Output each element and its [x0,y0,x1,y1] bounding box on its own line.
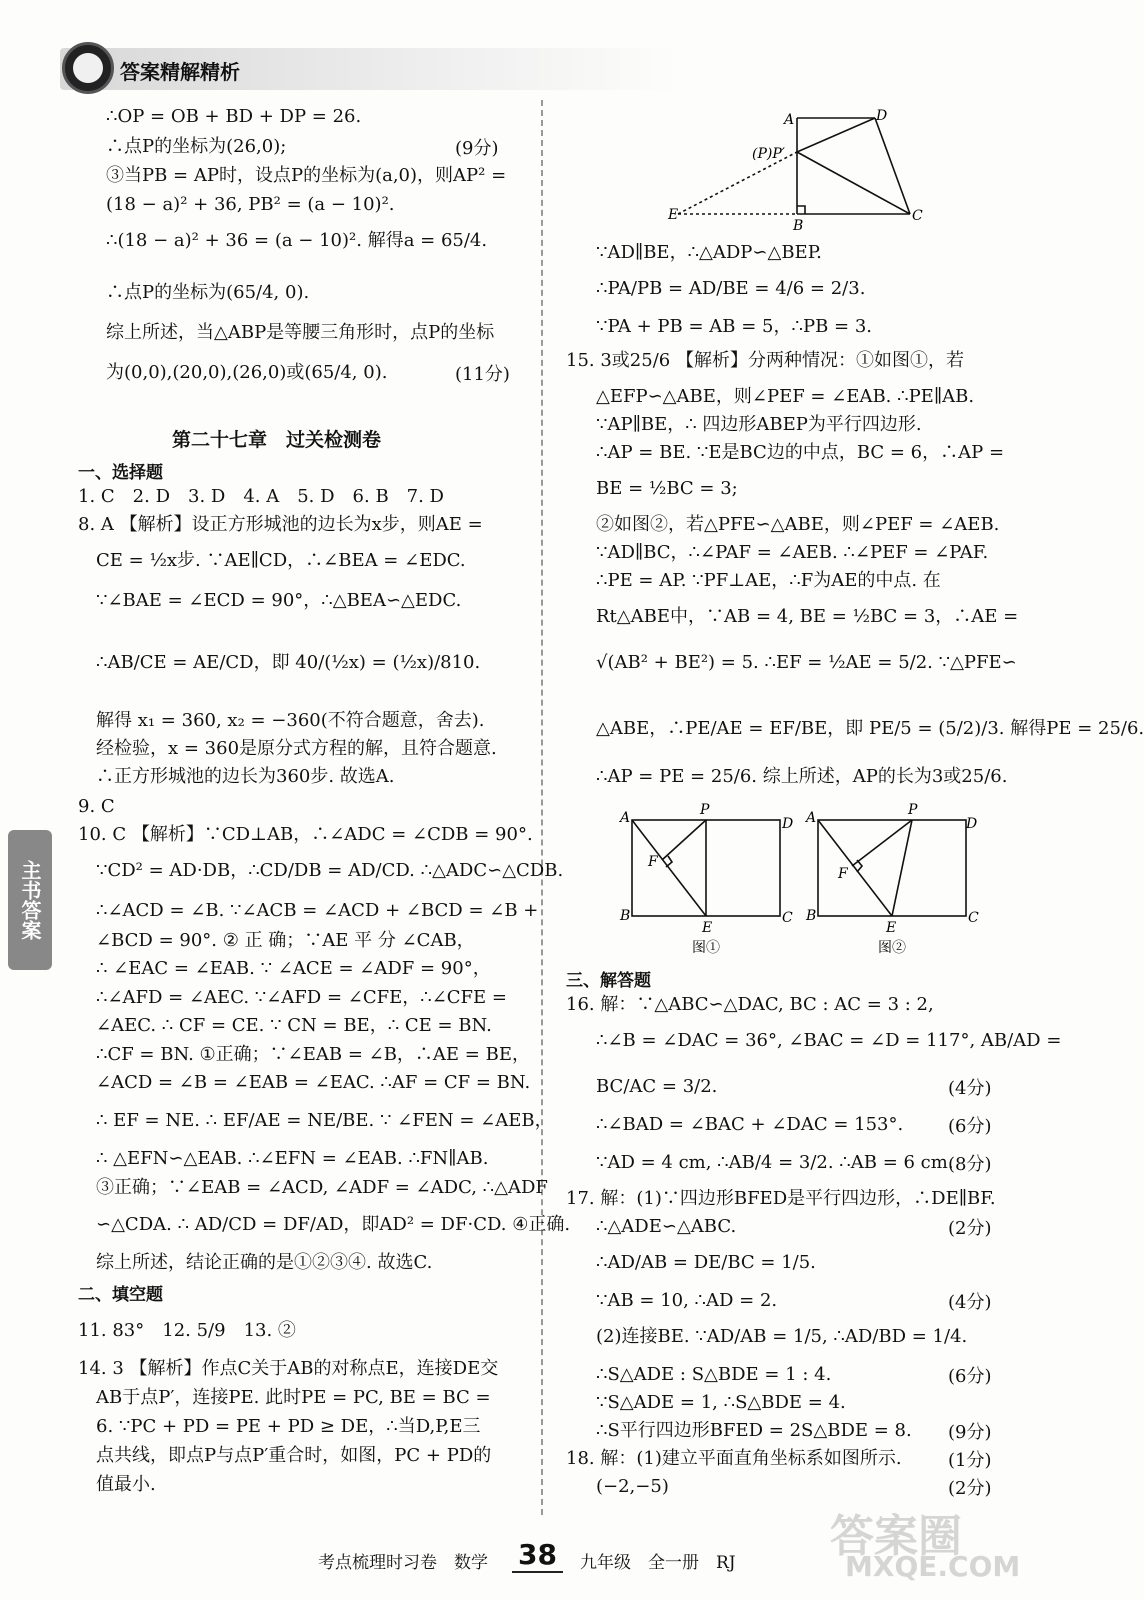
text-line: ∴∠ACD = ∠B. ∵∠ACB = ∠ACD + ∠BCD = ∠B + [96,900,539,921]
text-line: 综上所述，当△ABP是等腰三角形时，点P的坐标 [106,322,495,343]
score: (2分) [948,1478,992,1499]
text-line: (18 − a)² + 36, PB² = (a − 10)². [106,194,395,215]
text-line: ∴(18 − a)² + 36 = (a − 10)². 解得a = 65/4. [106,230,488,251]
svg-text:D: D [966,816,978,832]
text-line: 10. C 【解析】∵CD⊥AB，∴∠ADC = ∠CDB = 90°. [78,824,533,845]
text-line: 15. 3或25/6 【解析】分两种情况：①如图①，若 [566,350,964,371]
text-line: 值最小. [96,1474,156,1495]
text-line: 综上所述，结论正确的是①②③④. 故选C. [96,1252,433,1273]
svg-text:F: F [648,854,658,870]
fig2-caption: 图② [878,940,906,956]
text-line: 11. 83° 12. 5/9 13. ② [78,1320,296,1341]
text-line: ∵AD = 4 cm, ∴AB/4 = 3/2. ∴AB = 6 cm. [596,1152,954,1173]
text-line: ∴∠B = ∠DAC = 36°, ∠BAC = ∠D = 117°, AB/AD = [596,1030,1062,1051]
score: (8分) [948,1154,992,1175]
label-a: A [784,112,795,128]
label-d: D [876,108,888,124]
section-heading: 二、填空题 [78,1285,163,1305]
svg-text:B: B [620,908,631,924]
text-line: ∴PA/PB = AD/BE = 4/6 = 2/3. [596,278,866,299]
text-line: 14. 3 【解析】作点C关于AB的对称点E，连接DE交 [78,1358,499,1379]
label-e: E [668,207,679,223]
page-number: 38 [512,1538,563,1573]
svg-text:C: C [968,910,979,926]
text-line: ∵AP∥BE，∴ 四边形ABEP为平行四边形. [596,414,922,435]
text-line: ∴ △EFN∽△EAB. ∴∠EFN = ∠EAB. ∴FN∥AB. [96,1148,489,1169]
figure-q14 [660,106,940,234]
text-line: ∠BCD = 90°. ② 正 确；∵AE 平 分 ∠CAB， [96,930,475,951]
score: (1分) [948,1450,992,1471]
svg-text:A: A [806,810,817,826]
text-line: ∴点P的坐标为(65/4, 0). [106,282,310,303]
text-line: ∴△ADE∽△ABC. [596,1216,737,1237]
text-line: ∴S△ADE : S△BDE = 1 : 4. [596,1364,832,1385]
text-line: ∵PA + PB = AB = 5，∴PB = 3. [596,316,872,337]
side-tab: 主书答案 [8,830,52,970]
text-line: 18. 解：(1)建立平面直角坐标系如图所示. [566,1448,902,1469]
text-line: (−2,−5) [596,1476,669,1497]
text-line: √(AB² + BE²) = 5. ∴EF = ½AE = 5/2. ∵△PFE∽ [596,652,1017,673]
text-line: ∴AD/AB = DE/BC = 1/5. [596,1252,816,1273]
text-line: CE = ½x步. ∵AE∥CD，∴∠BEA = ∠EDC. [96,550,466,571]
chapter-title: 第二十七章 过关检测卷 [172,429,382,451]
text-line: ∴ EF = NE. ∴ EF/AE = NE/BE. ∵ ∠FEN = ∠AEB， [96,1110,553,1131]
text-line: ∴正方形城池的边长为360步. 故选A. [96,766,395,787]
figure-1 [612,802,792,960]
text-line: Rt△ABE中，∵AB = 4, BE = ½BC = 3，∴AE = [596,606,1019,627]
score: (6分) [948,1366,992,1387]
column-divider [541,100,543,1515]
publisher-logo [62,42,114,94]
text-line: ∴AB/CE = AE/CD，即 40/(½x) = (½x)/810. [96,652,481,673]
header-title: 答案精解精析 [120,60,240,84]
score: (6分) [948,1116,992,1137]
score: (2分) [948,1218,992,1239]
text-line: ∴CF = BN. ①正确；∵∠EAB = ∠B，∴AE = BE， [96,1044,530,1065]
label-b: B [793,218,804,234]
text-line: ∴点P的坐标为(26,0); [106,136,287,157]
text-line: △ABE，∴PE/AE = EF/BE，即 PE/5 = (5/2)/3. 解得PE = 25/6. [596,718,1144,739]
text-line: ∴OP = OB + BD + DP = 26. [106,106,362,127]
text-line: ∵S△ADE = 1, ∴S△BDE = 4. [596,1392,846,1413]
text-line: 1. C 2. D 3. D 4. A 5. D 6. B 7. D [78,486,444,507]
svg-text:D: D [782,816,794,832]
text-line: ∵AD∥BE，∴△ADP∽△BEP. [596,242,822,263]
svg-text:E: E [702,920,713,936]
fig1-caption: 图① [692,940,720,956]
watermark: 答案圈 [830,1511,962,1562]
score: (9分) [455,138,499,159]
text-line: ∵AD∥BC，∴∠PAF = ∠AEB. ∴∠PEF = ∠PAF. [596,542,989,563]
figure-2 [800,802,990,960]
text-line: ③当PB = AP时，设点P的坐标为(a,0)，则AP² = [106,165,507,186]
score: (9分) [948,1422,992,1443]
text-line: BC/AC = 3/2. [596,1076,718,1097]
text-line: AB于点P′，连接PE. 此时PE = PC, BE = BC = [96,1387,491,1408]
svg-text:P: P [908,802,918,818]
section-heading: 三、解答题 [566,971,651,991]
text-line: ∠ACD = ∠B = ∠EAB = ∠EAC. ∴AF = CF = BN. [96,1072,531,1093]
text-line: 点共线，即点P与点P′重合时，如图，PC + PD的 [96,1445,492,1466]
text-line: 16. 解：∵△ABC∽△DAC, BC : AC = 3 : 2, [566,994,934,1015]
section-heading: 一、选择题 [78,463,163,483]
text-line: 为(0,0),(20,0),(26,0)或(65/4, 0). [106,362,388,383]
text-line: ∴∠AFD = ∠AEC. ∵∠AFD = ∠CFE，∴∠CFE = [96,987,507,1008]
text-line: 经检验，x = 360是原分式方程的解，且符合题意. [96,738,497,759]
svg-text:E: E [886,920,897,936]
text-line: ②如图②，若△PFE∽△ABE，则∠PEF = ∠AEB. [596,514,1000,535]
text-line: ∠AEC. ∴ CF = CE. ∵ CN = BE，∴ CE = BN. [96,1015,492,1036]
text-line: 8. A 【解析】设正方形城池的边长为x步，则AE = [78,514,483,535]
footer-right: 九年级 全一册 RJ [580,1553,736,1573]
text-line: 6. ∵PC + PD = PE + PD ≥ DE，∴当D,P,E三 [96,1416,481,1437]
text-line: ∵CD² = AD·DB，∴CD/DB = AD/CD. ∴△ADC∽△CDB. [96,860,564,881]
text-line: △EFP∽△ABE，则∠PEF = ∠EAB. ∴PE∥AB. [596,386,975,407]
label-c: C [912,208,923,224]
text-line: ∴∠BAD = ∠BAC + ∠DAC = 153°. [596,1114,904,1135]
text-line: ∴S平行四边形BFED = 2S△BDE = 8. [596,1420,912,1441]
text-line: ∴PE = AP. ∵PF⊥AE，∴F为AE的中点. 在 [596,570,941,591]
svg-text:B: B [806,908,817,924]
svg-text:C: C [782,910,793,926]
watermark-url: MXQE.COM [845,1550,1021,1583]
text-line: ∵∠BAE = ∠ECD = 90°，∴△BEA∽△EDC. [96,590,462,611]
svg-text:P: P [700,802,710,818]
label-p: (P)P′ [752,146,785,162]
score: (4分) [948,1292,992,1313]
text-line: 9. C [78,796,115,817]
text-line: 17. 解：(1)∵四边形BFED是平行四边形，∴DE∥BF. [566,1188,996,1209]
text-line: (2)连接BE. ∵AD/AB = 1/5, ∴AD/BD = 1/4. [596,1326,968,1347]
text-line: ∴AP = BE. ∵E是BC边的中点，BC = 6，∴AP = [596,442,1005,463]
text-line: ∴ ∠EAC = ∠EAB. ∵ ∠ACE = ∠ADF = 90°， [96,958,491,979]
text-line: ∽△CDA. ∴ AD/CD = DF/AD，即AD² = DF·CD. ④正确. [96,1214,571,1235]
svg-text:F: F [838,866,848,882]
text-line: ∴AP = PE = 25/6. 综上所述，AP的长为3或25/6. [596,766,1008,787]
text-line: ③正确；∵∠EAB = ∠ACD, ∠ADF = ∠ADC, ∴△ADF [96,1177,548,1198]
text-line: BE = ½BC = 3; [596,478,738,499]
footer-left: 考点梳理时习卷 数学 [318,1553,488,1573]
score: (4分) [948,1078,992,1099]
text-line: ∵AB = 10, ∴AD = 2. [596,1290,778,1311]
svg-text:A: A [620,810,631,826]
text-line: 解得 x₁ = 360, x₂ = −360(不符合题意，舍去). [96,710,485,731]
score: (11分) [455,364,510,385]
